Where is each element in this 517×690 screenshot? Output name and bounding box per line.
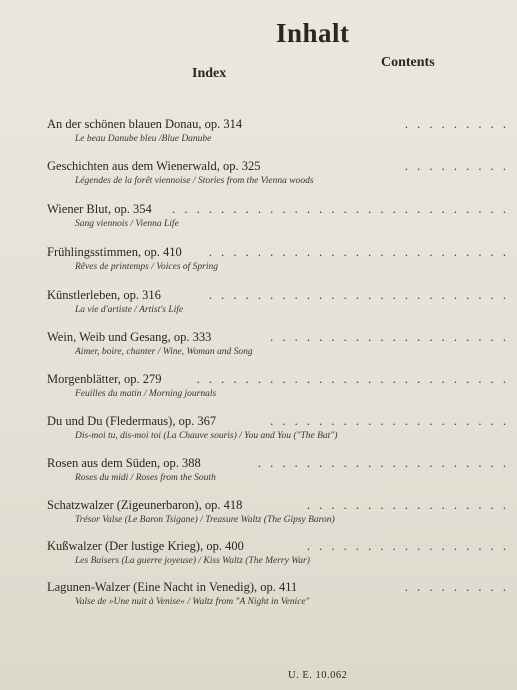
entry-subtitle: La vie d'artiste / Artist's Life xyxy=(75,305,184,315)
dot-leader: . . . . . . . . . . . . . . . . . . . . xyxy=(270,330,509,344)
entry-title: Frühlingsstimmen, op. 410 xyxy=(47,245,182,259)
toc-entry xyxy=(0,580,517,618)
contents-heading: Contents xyxy=(381,55,435,70)
entry-subtitle: Sang viennois / Vienna Life xyxy=(75,219,179,229)
entry-subtitle: Les Baisers (La guerre joyeuse) / Kiss Waltz (The Merry War) xyxy=(75,556,310,566)
toc-entry xyxy=(0,202,517,240)
toc-entry xyxy=(0,117,517,155)
toc-entry xyxy=(0,414,517,452)
toc-entry xyxy=(0,498,517,536)
toc-entry xyxy=(0,539,517,577)
entry-title: Geschichten aus dem Wienerwald, op. 325 xyxy=(47,159,261,173)
entry-title: Du und Du (Fledermaus), op. 367 xyxy=(47,414,217,428)
entry-title: Schatzwalzer (Zigeunerbaron), op. 418 xyxy=(47,498,243,512)
entry-subtitle: Rêves de printemps / Voices of Spring xyxy=(75,262,219,272)
entry-title: Morgenblätter, op. 279 xyxy=(47,372,162,386)
toc-entry xyxy=(0,159,517,197)
dot-leader: . . . . . . . . . xyxy=(404,159,509,173)
entry-title: Kußwalzer (Der lustige Krieg), op. 400 xyxy=(47,539,244,553)
dot-leader: . . . . . . . . . . . . . . . . . xyxy=(306,498,509,512)
dot-leader: . . . . . . . . . . . . . . . . . . . . . xyxy=(257,456,509,470)
entry-subtitle: Trésor Valse (Le Baron Tsigane) / Treasure Waltz (The Gipsy Baron) xyxy=(75,515,335,525)
toc-entry xyxy=(0,372,517,410)
toc-entry xyxy=(0,245,517,283)
entry-subtitle: Valse de »Une nuit à Venise« / Waltz from "A Night in Venice" xyxy=(75,597,310,607)
catalog-number: U. E. 10.062 xyxy=(288,670,348,681)
entry-subtitle: Feuilles du matin / Morning journals xyxy=(75,389,217,399)
dot-leader: . . . . . . . . . . . . . . . . . . . . . . . . . . . . xyxy=(172,202,509,216)
dot-leader: . . . . . . . . . xyxy=(404,580,509,594)
toc-entry xyxy=(0,288,517,326)
entry-title: An der schönen blauen Donau, op. 314 xyxy=(47,117,243,131)
entry-subtitle: Légendes de la forêt viennoise / Stories from the Vienna woods xyxy=(75,176,314,186)
dot-leader: . . . . . . . . . . . . . . . . . . . . . . . . . xyxy=(208,245,509,259)
entry-subtitle: Aimer, boire, chanter / Wine, Woman and Song xyxy=(75,347,253,357)
entry-subtitle: Roses du midi / Roses from the South xyxy=(75,473,216,483)
entry-title: Wiener Blut, op. 354 xyxy=(47,202,152,216)
page-title: Inhalt xyxy=(276,18,350,48)
dot-leader: . . . . . . . . . . . . . . . . . xyxy=(306,539,509,553)
dot-leader: . . . . . . . . . . . . . . . . . . . . . . . . . . xyxy=(196,372,509,386)
entry-title: Lagunen-Walzer (Eine Nacht in Venedig), op. 411 xyxy=(47,580,298,594)
entry-title: Rosen aus dem Süden, op. 388 xyxy=(47,456,201,470)
toc-entry xyxy=(0,456,517,494)
entry-subtitle: Le beau Danube bleu /Blue Danube xyxy=(75,134,212,144)
toc-entry xyxy=(0,330,517,368)
dot-leader: . . . . . . . . . xyxy=(404,117,509,131)
dot-leader: . . . . . . . . . . . . . . . . . . . . xyxy=(270,414,509,428)
dot-leader: . . . . . . . . . . . . . . . . . . . . . . . . . xyxy=(208,288,509,302)
entry-title: Wein, Weib und Gesang, op. 333 xyxy=(47,330,212,344)
entry-subtitle: Dis-moi tu, dis-moi toi (La Chauve souris) / You and You ("The Bat") xyxy=(75,431,338,441)
entry-title: Künstlerleben, op. 316 xyxy=(47,288,161,302)
index-heading: Index xyxy=(192,66,227,81)
